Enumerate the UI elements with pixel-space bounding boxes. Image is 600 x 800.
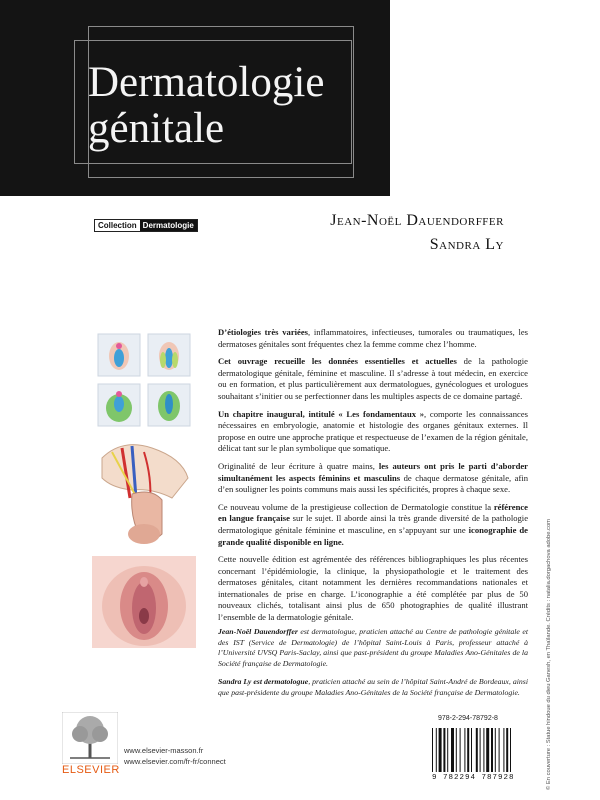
paragraph xyxy=(218,327,528,350)
author-1: Jean-Noël Dauendorffer xyxy=(330,212,504,229)
embryo-panel-4 xyxy=(148,384,190,426)
para-text: Originalité de leur écriture à quatre mains, xyxy=(218,460,379,471)
collection-badge xyxy=(94,219,198,232)
book-title xyxy=(88,60,324,152)
embryo-panel-1 xyxy=(98,334,140,376)
paragraph xyxy=(218,409,528,455)
para-bold: D’étiologies très variées xyxy=(218,327,309,337)
bio-name: Jean-Noël Dauendorffer xyxy=(218,627,298,636)
publisher-url-1[interactable]: www.elsevier-masson.fr xyxy=(124,746,204,755)
bio xyxy=(218,677,528,698)
embryology-illustration xyxy=(92,330,196,430)
elsevier-tree-logo xyxy=(62,712,118,764)
para-bold: Cet ouvrage recueille les données essentielles et actuelles xyxy=(218,356,457,367)
para-text: Cette nouvelle édition est agrémentée des références bibliographiques les plus récentes concernant l’épidémiologie, la clinique, la physiopathologie et le traitement des dermatoses génitales, citant notamment les dernières recommandations nationales et internationales de prise en charge. L’iconographie a été complétée par plus de 50 nouveaux clichés, totalisant ainsi plus de 650 photographies de qualité illustrant l’ensemble de la dermatologie génitale. xyxy=(218,554,528,623)
barcode-bar xyxy=(451,728,454,772)
paragraph xyxy=(218,554,528,624)
barcode-bar xyxy=(471,728,472,772)
barcode-bar xyxy=(510,728,511,772)
para-bold: iconographie de grande qualité disponible en ligne. xyxy=(218,524,528,547)
para-bold: Un chapitre inaugural, intitulé « Les fondamentaux » xyxy=(218,408,425,419)
para-text: sur le sujet. Il aborde ainsi la très grande diversité de la pathologie dermatologique génitale féminine et masculine, en s’appuyant sur une xyxy=(218,513,529,535)
publisher-name: ELSEVIER xyxy=(62,764,120,776)
barcode-bar xyxy=(443,728,445,772)
barcode-bar xyxy=(460,728,461,772)
barcode xyxy=(430,728,530,774)
cover-header-block xyxy=(0,0,390,196)
embryo-panel-3 xyxy=(98,384,140,426)
barcode-bar xyxy=(491,728,493,772)
barcode-bar xyxy=(436,728,437,772)
male-anatomy-illustration xyxy=(92,438,196,548)
barcode-bar xyxy=(499,728,500,772)
para-text: de chaque dermatose génitale, afin d’en souligner les points communs mais aussi les spécificités, propres à chaque sexe. xyxy=(218,472,528,495)
barcode-bar xyxy=(503,728,504,772)
publisher-url-2[interactable]: www.elsevier.com/fr-fr/connect xyxy=(124,757,226,766)
barcode-bar xyxy=(483,728,484,772)
description-text xyxy=(218,327,528,630)
para-text: , comporte les connaissances nécessaires en embryologie, anatomie et histologie des organes génitaux externes. Il propose en outre une approche pratique et respectueuse de l’examen de la région génitale, délicat tant sur le plan symbolique que somatique. xyxy=(218,408,528,454)
title-line1: Dermatologie xyxy=(88,59,325,106)
embryo-panel-2 xyxy=(148,334,190,376)
barcode-bar xyxy=(476,728,478,772)
publisher-urls xyxy=(124,745,226,767)
bio-text: est dermatologue, praticien attaché au Centre de pathologie génitale et des IST (Service de Dermatologie) de l’hôpital Saint-Louis à Paris, professeur attaché à l’Université UVSQ Paris-Saclay, ainsi que past-président du groupe Maladies Ano-Génitales de la Société française de Dermatologie. xyxy=(218,627,528,668)
barcode-digits: 9 782294 787928 xyxy=(432,774,515,782)
collection-name: Dermatologie xyxy=(140,220,197,231)
barcode-bar xyxy=(486,728,489,772)
author-bios xyxy=(218,627,528,707)
barcode-bar xyxy=(464,728,465,772)
para-bold: les auteurs ont pris le parti d’aborder simultanément les aspects féminins et masculins xyxy=(218,460,528,483)
collection-label: Collection xyxy=(95,220,140,231)
para-text: de la pathologie dermatologique génitale, féminine et masculine. Il s’adresse à tout médecin, en exercice ou en formation, et plus particulièrement aux dermatologues, gynécologues et urologues souhaitant s’initier ou se perfectionner dans les multiples aspects de ce domaine partagé. xyxy=(218,356,528,401)
barcode-bar xyxy=(506,728,508,772)
isbn: 978-2-294-78792-8 xyxy=(438,715,498,722)
barcode-bar xyxy=(447,728,448,772)
bio-text: , praticien attaché au sein de l’hôpital Saint-André de Bordeaux, ainsi que past-présidente du groupe Maladies Ano-Génitales de la Société française de Dermatologie. xyxy=(218,677,528,697)
paragraph xyxy=(218,461,528,496)
female-anatomy-illustration xyxy=(92,556,196,648)
cover-credit: © En couverture : Statue hindoue du dieu Ganesh, en Thaïlande. Crédits : natalia.dorgachova adobe.com xyxy=(546,519,552,790)
barcode-bar xyxy=(495,728,496,772)
para-text: , inflammatoires, infectieuses, tumorales ou traumatiques, les dermatoses génitales sont fréquentes chez la femme comme chez l’homme. xyxy=(218,327,528,349)
author-2: Sandra Ly xyxy=(429,236,504,253)
barcode-bar xyxy=(439,728,442,772)
bio xyxy=(218,627,528,669)
para-text: Ce nouveau volume de la prestigieuse collection de Dermatologie constitue la xyxy=(218,501,494,512)
paragraph xyxy=(218,356,528,402)
para-bold: référence en langue française xyxy=(218,501,528,524)
barcode-bar xyxy=(432,728,433,772)
barcode-bar xyxy=(467,728,469,772)
barcode-bar xyxy=(456,728,457,772)
barcode-bar xyxy=(480,728,481,772)
paragraph xyxy=(218,502,528,548)
title-line2: génitale xyxy=(88,105,225,152)
bio-name: Sandra Ly est dermatologue xyxy=(218,677,309,687)
